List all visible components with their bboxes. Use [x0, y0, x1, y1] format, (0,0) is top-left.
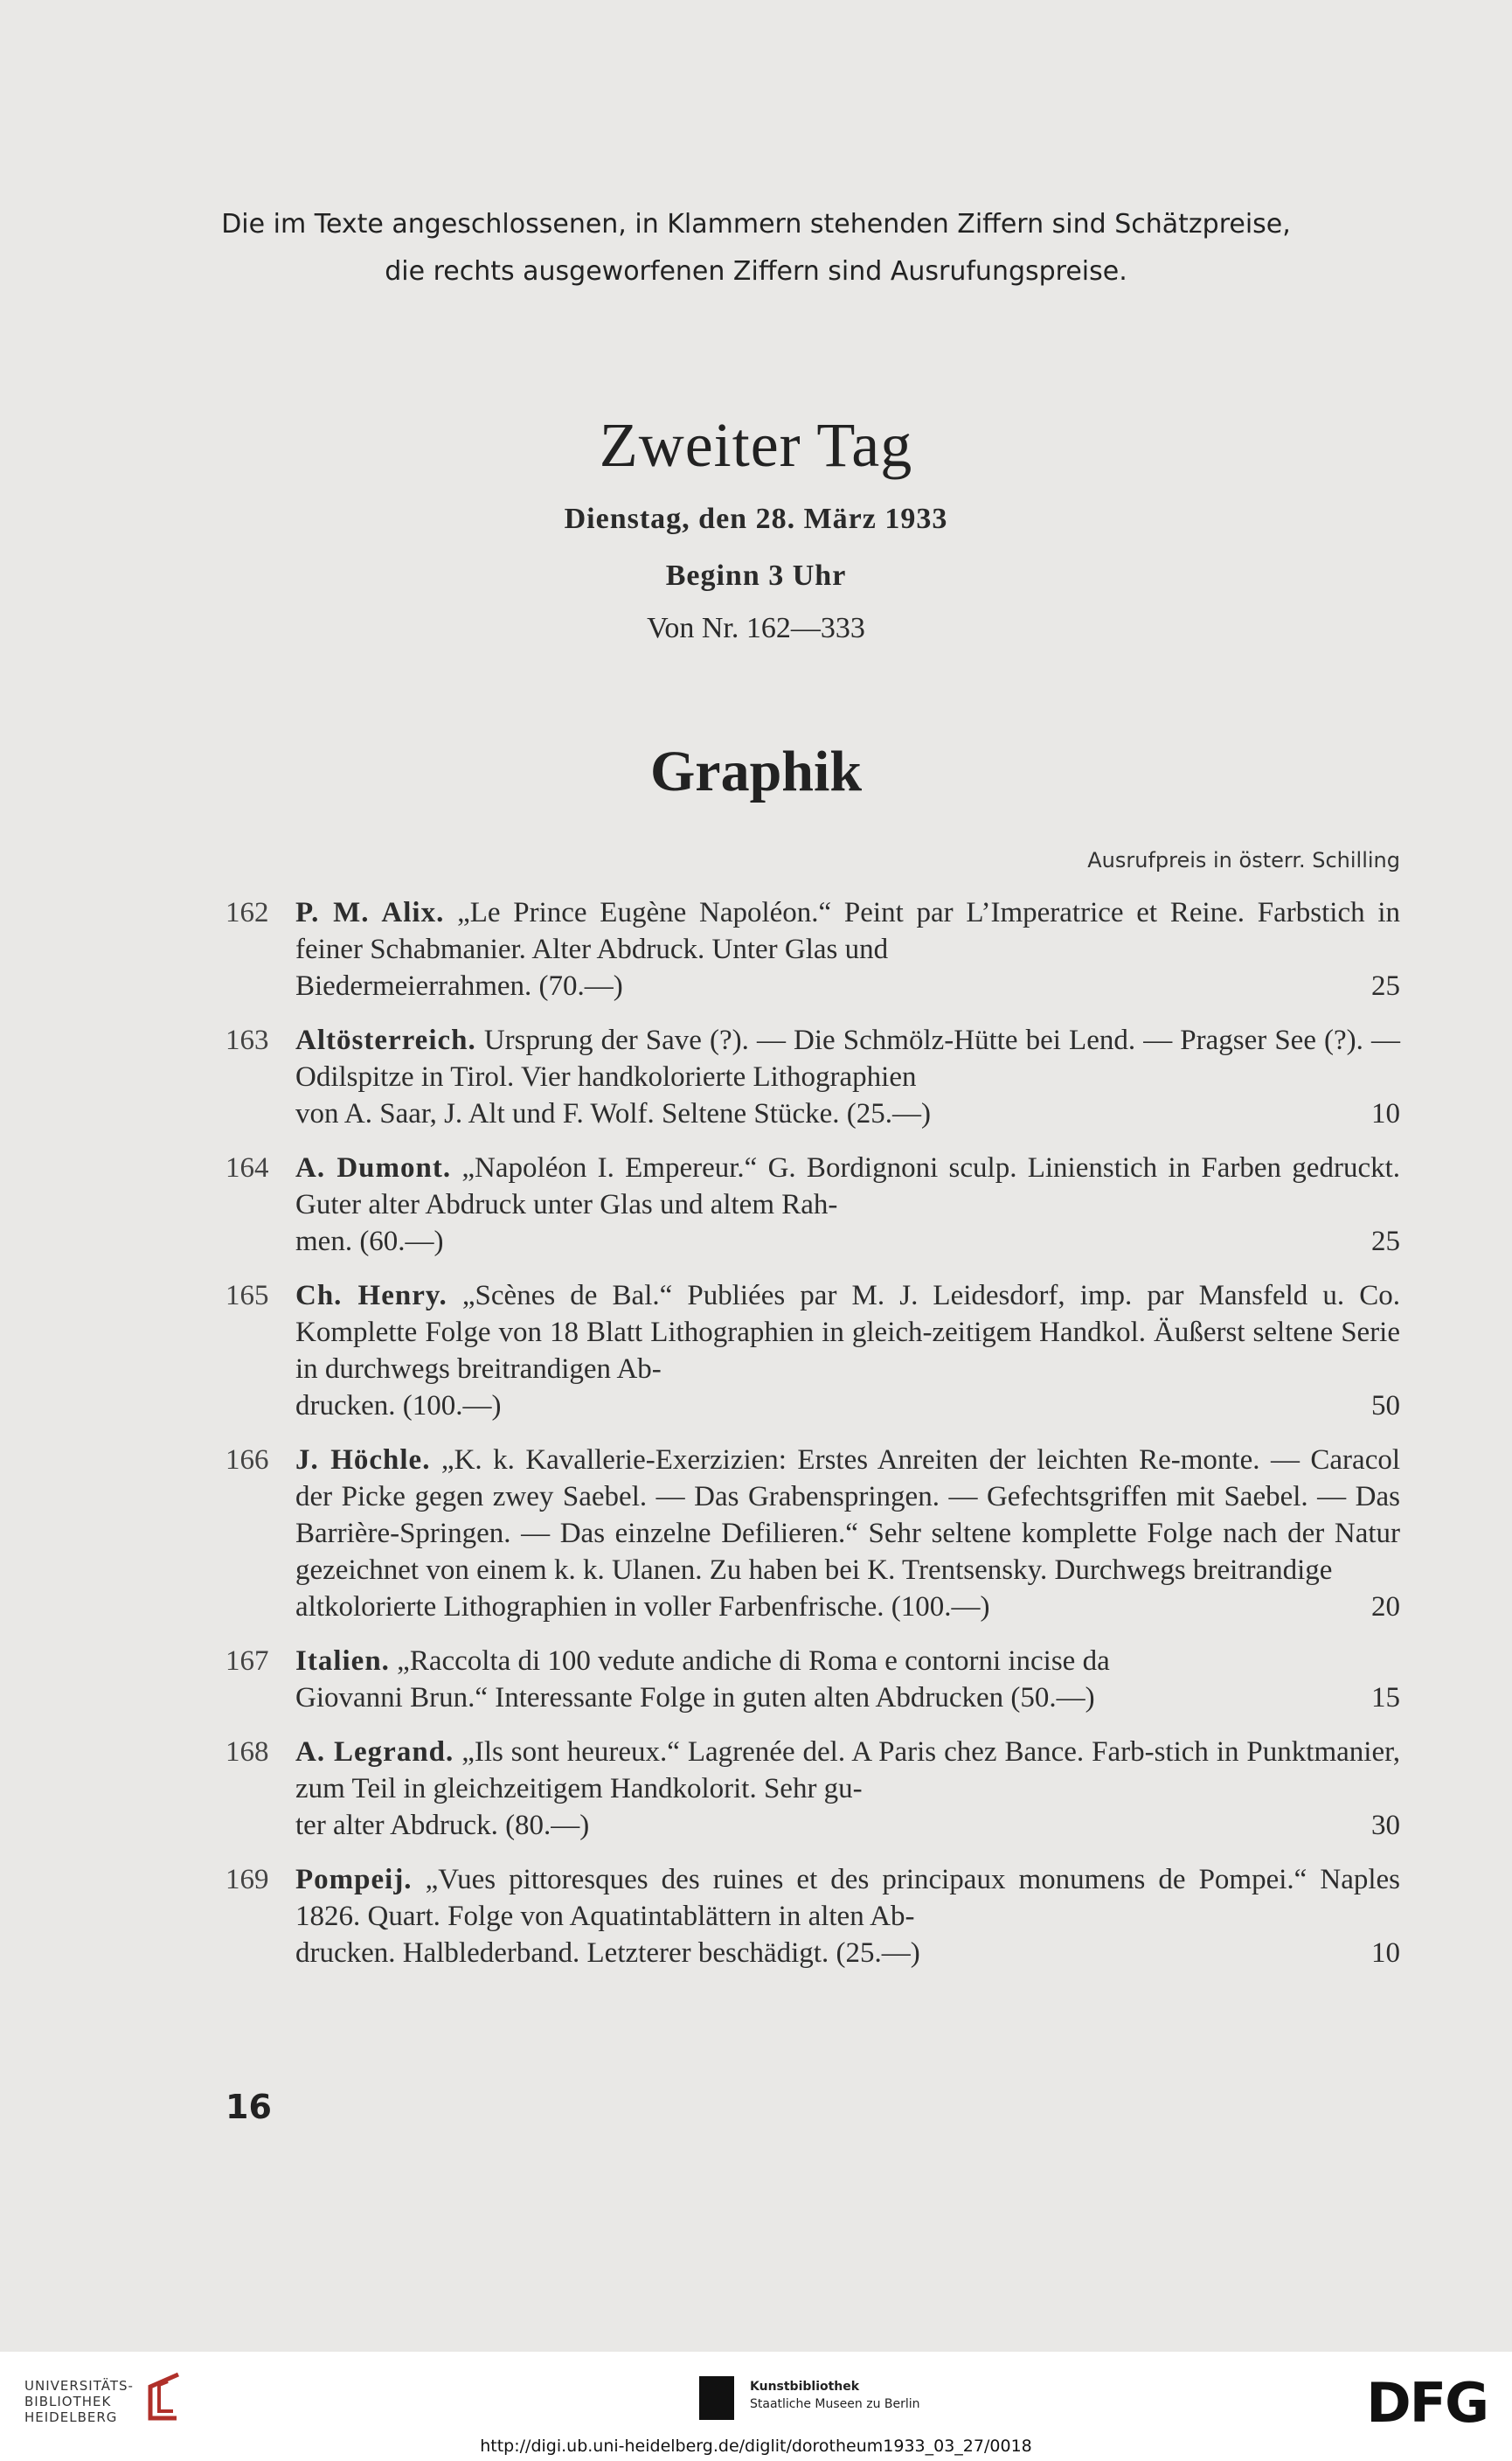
kunstbibliothek-logo-icon	[699, 2376, 734, 2420]
dfg-logo: DFG	[1366, 2371, 1488, 2435]
lot-entry	[225, 1734, 1400, 1844]
lot-number: 165	[225, 1280, 269, 1311]
permalink-url[interactable]: http://digi.ub.uni-heidelberg.de/diglit/dorotheum1933_03_27/0018	[480, 2437, 1032, 2456]
lot-entry	[225, 1022, 1400, 1132]
lot-price: 10	[1371, 1937, 1400, 1969]
section-title: Graphik	[649, 740, 863, 803]
lot-description: „K. k. Kavallerie-Exerzizien: Erstes Anreiten der leichten Re-monte. — Caracol der Picke gegen zwey Saebel. — Das Grabenspringen. — Gefechtsgriffen mit Saebel. — Das Barrière-Springen. — Das einzelne Defilieren.“ Sehr seltene komplette Folge nach der Natur gezeichnet von einem k. k. Ulanen. Zu haben bei K. Trentsensky. Durchwegs breitrandige	[295, 1444, 1401, 1586]
lot-description-end: Giovanni Brun.“ Interessante Folge in guten alten Abdrucken (50.—)	[295, 1682, 1095, 1714]
lot-artist: P. M. Alix.	[295, 897, 445, 928]
lot-description-end: drucken. (100.—)	[295, 1390, 502, 1422]
intro-line-1: Die im Texte angeschlossenen, in Klammern stehenden Ziffern sind Schätzpreise,	[221, 209, 1291, 240]
lot-number: 169	[225, 1864, 269, 1895]
begin-time: Beginn 3 Uhr	[665, 560, 847, 592]
lot-number: 167	[225, 1645, 269, 1677]
lot-number: 166	[225, 1444, 269, 1476]
intro-note	[218, 201, 1294, 295]
lot-price: 25	[1371, 1226, 1400, 1257]
lot-artist: A. Dumont.	[295, 1152, 452, 1184]
lot-artist: Pompeij.	[295, 1864, 413, 1895]
lot-description-end: altkolorierte Lithographien in voller Farbenfrische. (100.—)	[295, 1591, 990, 1623]
uni-line-3: HEIDELBERG	[24, 2409, 118, 2425]
lot-description: „Napoléon I. Empereur.“ G. Bordignoni sculp. Linienstich in Farben gedruckt. Guter alter Abdruck unter Glas und altem Rah-	[295, 1152, 1401, 1220]
lot-description-end: drucken. Halblederband. Letzterer beschädigt. (25.—)	[295, 1937, 920, 1969]
lot-artist: Italien.	[295, 1645, 390, 1677]
university-library-logo-icon	[138, 2371, 184, 2423]
kb-line-1: Kunstbibliothek	[750, 2380, 860, 2394]
kb-line-2: Staatliche Museen zu Berlin	[750, 2397, 920, 2411]
price-note: Ausrufpreis in österr. Schilling	[1087, 848, 1400, 872]
lot-artist: A. Legrand.	[295, 1736, 454, 1768]
lot-description: Ursprung der Save (?). — Die Schmölz-Hütte bei Lend. — Pragser See (?). — Odilspitze in Tirol. Vier handkolorierte Lithographien	[295, 1025, 1401, 1093]
lot-entry	[225, 1442, 1400, 1625]
auction-date: Dienstag, den 28. März 1933	[564, 503, 948, 535]
lot-entry	[225, 1861, 1400, 1971]
lot-description-end: men. (60.—)	[295, 1226, 444, 1257]
lot-price: 10	[1371, 1098, 1400, 1130]
lot-description: „Raccolta di 100 vedute andiche di Roma e contorni incise da	[397, 1645, 1110, 1677]
uni-line-2: BIBLIOTHEK	[24, 2394, 112, 2409]
lot-description-end: Biedermeierrahmen. (70.—)	[295, 970, 623, 1002]
lot-number: 168	[225, 1736, 269, 1768]
lot-list	[225, 894, 1400, 1989]
lot-description: „Ils sont heureux.“ Lagrenée del. A Paris chez Bance. Farb-stich in Punktmanier, zum Teil in gleichzeitigem Handkolorit. Sehr gu-	[295, 1736, 1401, 1804]
university-library-logo-text	[24, 2378, 134, 2425]
lot-price: 25	[1371, 970, 1400, 1002]
lot-entry	[225, 894, 1400, 1005]
lot-entry	[225, 1277, 1400, 1424]
lot-number: 163	[225, 1025, 269, 1056]
lot-artist: J. Höchle.	[295, 1444, 431, 1476]
digitization-footer	[0, 2352, 1512, 2461]
lot-price: 30	[1371, 1810, 1400, 1841]
lot-artist: Altösterreich.	[295, 1025, 476, 1056]
page-number: 16	[225, 2088, 272, 2126]
lot-description: „Le Prince Eugène Napoléon.“ Peint par L’Imperatrice et Reine. Farbstich in feiner Schabmanier. Alter Abdruck. Unter Glas und	[295, 897, 1400, 965]
lot-range: Von Nr. 162—333	[647, 612, 865, 644]
lot-price: 20	[1371, 1591, 1400, 1623]
intro-line-2: die rechts ausgeworfenen Ziffern sind Ausrufungspreise.	[385, 256, 1127, 287]
lot-description: „Scènes de Bal.“ Publiées par M. J. Leidesdorf, imp. par Mansfeld u. Co. Komplette Folge von 18 Blatt Lithographien in gleich-zeitigem Handkol. Äußerst seltene Serie in durchwegs breitrandigen Ab-	[295, 1280, 1400, 1385]
lot-price: 50	[1371, 1390, 1400, 1422]
lot-number: 164	[225, 1152, 269, 1184]
day-title: Zweiter Tag	[599, 410, 913, 480]
lot-entry	[225, 1150, 1400, 1260]
lot-number: 162	[225, 897, 269, 928]
lot-entry	[225, 1643, 1400, 1716]
lot-description-end: von A. Saar, J. Alt und F. Wolf. Seltene Stücke. (25.—)	[295, 1098, 931, 1130]
lot-description-end: ter alter Abdruck. (80.—)	[295, 1810, 590, 1841]
uni-line-1: UNIVERSITÄTS-	[24, 2378, 134, 2394]
kunstbibliothek-logo-text	[750, 2378, 920, 2413]
lot-artist: Ch. Henry.	[295, 1280, 447, 1311]
lot-price: 15	[1371, 1682, 1400, 1714]
lot-description: „Vues pittoresques des ruines et des principaux monumens de Pompei.“ Naples 1826. Quart. Folge von Aquatintablättern in alten Ab-	[295, 1864, 1400, 1932]
